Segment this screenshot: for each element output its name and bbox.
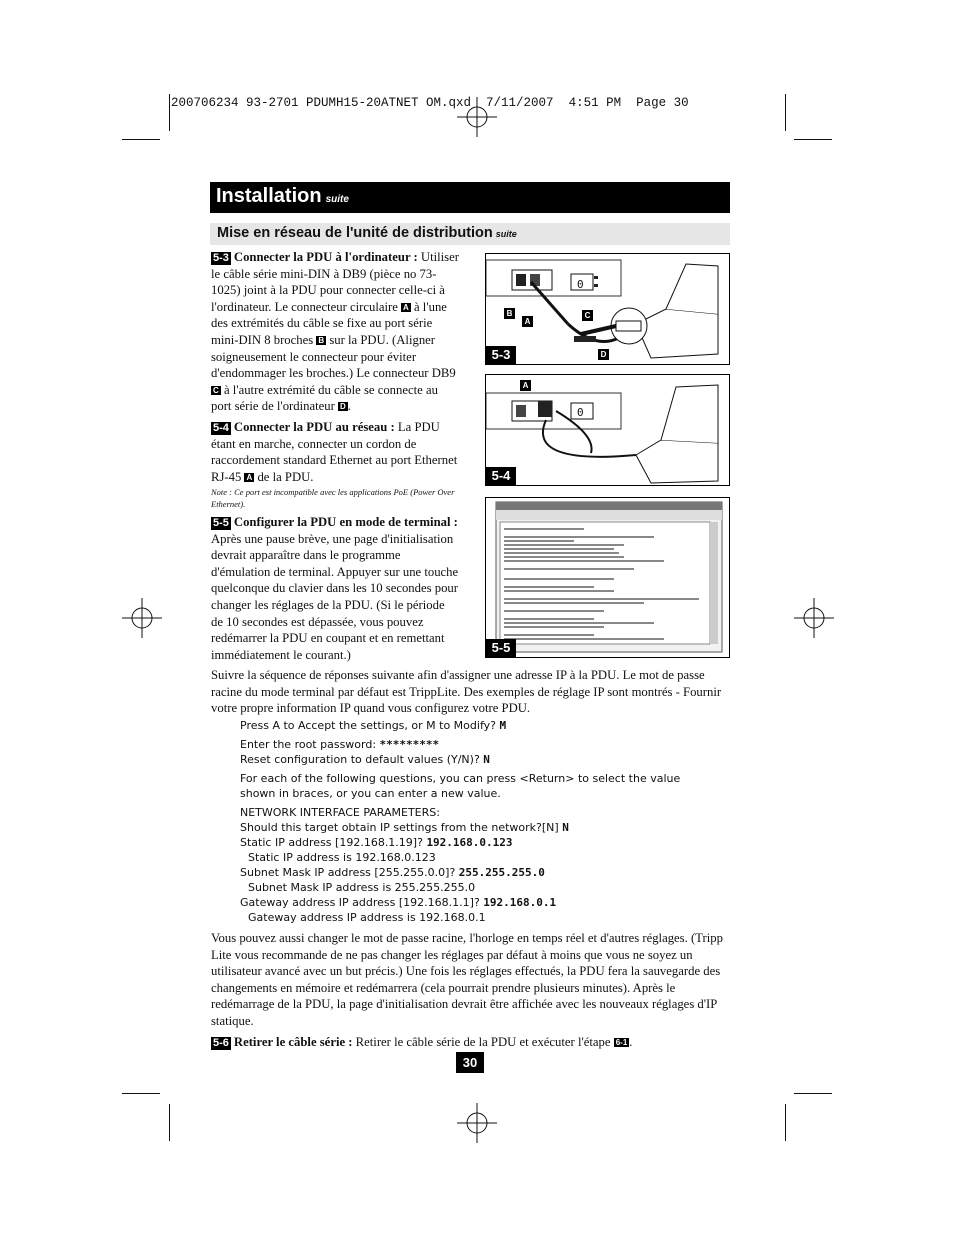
step-number: 5-4 xyxy=(213,422,229,434)
step-text: Retirer le câble série de la PDU et exécuter l'étape xyxy=(352,1035,614,1049)
crop-mark xyxy=(785,1104,786,1141)
step-text: Après une pause brève, une page d'initialisation devrait apparaître dans le programme d'émulation de terminal. Appuyer sur une touche quelconque du clavier dans les 10 secondes pour changer les réglages de la PDU. (Si le période de 10 secondes est dépassée, vous pouvez redémarrer la PDU en coupant et en remettant immédiatement le courant.) xyxy=(211,531,459,662)
figure-callout-c: C xyxy=(582,310,593,321)
step-reference: 6-1 xyxy=(615,1038,628,1047)
code-line: Gateway address IP address is 192.168.0.1 xyxy=(248,911,486,924)
code-line: Enter the root password: ********* xyxy=(240,738,440,751)
code-line: Should this target obtain IP settings from the network?[N] N xyxy=(240,821,569,834)
step-title: Connecter la PDU au réseau : xyxy=(233,420,395,434)
page-number: 30 xyxy=(456,1052,484,1073)
code-line: For each of the following questions, you can press <Return> to select the value shown in braces, or you can enter a new value. xyxy=(240,772,681,800)
crop-mark xyxy=(122,1093,160,1094)
pdu-display-readout: 0 xyxy=(577,278,584,291)
step-number: 5-5 xyxy=(213,517,229,529)
callout-c: C xyxy=(213,385,219,395)
code-line: Gateway address IP address [192.168.1.1]? 192.168.0.1 xyxy=(240,896,557,909)
step-title: Configurer la PDU en mode de terminal : xyxy=(233,515,458,529)
step-5-4 xyxy=(211,419,459,510)
file-slug: 200706234 93-2701 PDUMH15-20ATNET OM.qxd 7/11/2007 4:51 PM Page 30 xyxy=(171,96,689,110)
figure-label: 5-3 xyxy=(486,346,516,364)
figure-callout-d: D xyxy=(598,349,609,360)
code-line: Press A to Accept the settings, or M to Modify? M xyxy=(240,719,507,732)
crop-mark xyxy=(169,1104,170,1141)
figure-label: 5-5 xyxy=(486,639,516,657)
step-text: Utiliser le câble série mini-DIN à DB9 (pièce no 73-1025) joint à la PDU pour connecter celle-ci à l'ordinateur. Le connecteur circulaire xyxy=(211,250,459,314)
callout-b: B xyxy=(318,335,325,345)
step-text: à l'une des extrémités du câble se fixe au port série mini-DIN 8 broches xyxy=(211,299,447,347)
figure-5-4 xyxy=(485,374,730,486)
instruction-paragraph: Suivre la séquence de réponses suivante afin d'assigner une adresse IP à la PDU. Le mot de passe racine du mode terminal par défaut est TrippLite. Des exemples de réglage IP sont montrés - Fournir votre propre information IP quand vous configurez votre PDU. xyxy=(211,668,722,716)
section-title: Mise en réseau de l'unité de distribution xyxy=(217,225,493,241)
step-title: Retirer le câble série : xyxy=(233,1035,353,1049)
step-text: de la PDU. xyxy=(254,469,314,484)
page-title: Installation xyxy=(216,185,322,207)
figure-callout-a: A xyxy=(522,316,533,327)
page-title-banner xyxy=(210,182,730,213)
callout-a: A xyxy=(403,302,409,312)
settings-paragraph: Vous pouvez aussi changer le mot de passe racine, l'horloge en temps réel et d'autres réglages. (Tripp Lite vous recommande de ne pas changer les réglages par défaut à moins que vous ne soyez un utilisateur avancé avec un but précis.) Une fois les réglages effectués, la PDU fera la sauvegarde des changements en mémoire et redémarrera (cela pourrait prendre plusieurs minutes). Après le redémarrage de la PDU, la page d'initialisation devrait être affichée avec les nouveaux réglages d'IP statique. xyxy=(211,931,723,1028)
step-5-5 xyxy=(211,514,459,663)
terminal-sequence xyxy=(240,718,730,925)
step-number: 5-6 xyxy=(213,1037,229,1049)
registration-mark-icon xyxy=(457,1103,497,1143)
figure-callout-b: B xyxy=(504,308,515,319)
crop-mark xyxy=(794,139,832,140)
section-title-suffix: suite xyxy=(495,229,517,239)
step-text: . xyxy=(629,1035,633,1049)
figure-5-3 xyxy=(485,253,730,365)
code-line: Reset configuration to default values (Y/N)? N xyxy=(240,753,490,766)
registration-mark-icon xyxy=(794,598,834,638)
code-line: Subnet Mask IP address is 255.255.255.0 xyxy=(248,881,476,894)
step-text: sur la PDU. (Aligner soigneusement le connecteur pour éviter d'endommager les broches.) Le connecteur DB9 xyxy=(211,332,456,381)
section-heading xyxy=(210,223,730,245)
figure-5-5 xyxy=(485,497,730,658)
terminal-window-illustration xyxy=(486,498,730,658)
step-text: à l'autre extrémité du câble se connecte au port série de l'ordinateur xyxy=(211,382,438,414)
step-5-6 xyxy=(211,1034,731,1051)
pdu-display-readout: 0 xyxy=(577,406,584,419)
registration-mark-icon xyxy=(457,97,497,137)
callout-d: D xyxy=(340,402,346,412)
figure-callout-a: A xyxy=(520,380,531,391)
registration-mark-icon xyxy=(122,598,162,638)
step-text: . xyxy=(347,399,351,414)
crop-mark xyxy=(794,1093,832,1094)
code-line: Static IP address is 192.168.0.123 xyxy=(248,851,436,864)
step-text: La PDU étant en marche, connecter un cordon de raccordement standard Ethernet au port Ethernet RJ-45 xyxy=(211,420,458,484)
crop-mark xyxy=(169,94,170,131)
crop-mark xyxy=(785,94,786,131)
callout-a: A xyxy=(246,472,253,482)
step-note: Note : Ce port est incompatible avec les applications PoE (Power Over Ethernet). xyxy=(211,487,455,510)
step-5-3 xyxy=(211,249,459,415)
code-line: NETWORK INTERFACE PARAMETERS: xyxy=(240,806,440,819)
crop-mark xyxy=(122,139,160,140)
step-title: Connecter la PDU à l'ordinateur : xyxy=(233,250,418,264)
step-number: 5-3 xyxy=(213,252,229,264)
code-line: Static IP address [192.168.1.19]? 192.168.0.123 xyxy=(240,836,513,849)
pdu-network-connection-illustration xyxy=(486,375,730,486)
code-line: Subnet Mask IP address [255.255.0.0]? 255.255.255.0 xyxy=(240,866,545,879)
figure-label: 5-4 xyxy=(486,467,516,485)
page-title-suffix: suite xyxy=(325,194,349,205)
